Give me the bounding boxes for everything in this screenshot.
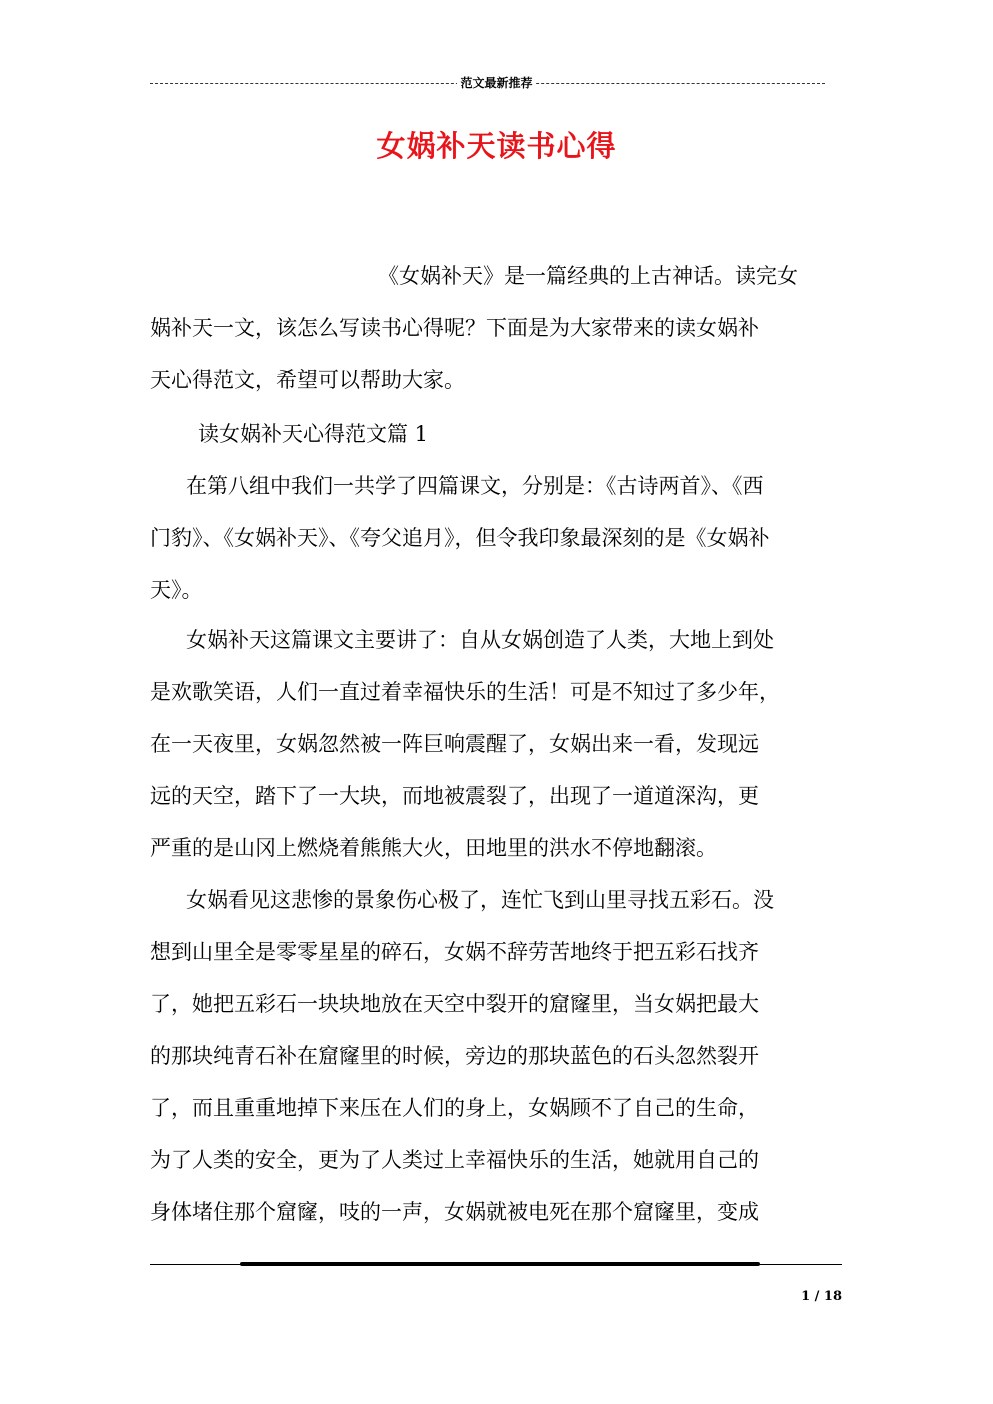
paragraph-2-line-4: 远的天空，踏下了一大块，而地被震裂了，出现了一道道深沟，更 (150, 784, 759, 808)
footer-rule-thick (240, 1262, 760, 1266)
header-label-text: 范文最新推荐 (457, 76, 535, 90)
paragraph-2-line-5: 严重的是山冈上燃烧着熊熊大火，田地里的洪水不停地翻滚。 (150, 836, 717, 860)
paragraph-3-line-5: 了，而且重重地掉下来压在人们的身上，女娲顾不了自己的生命， (150, 1096, 759, 1120)
paragraph-2-line-1: 女娲补天这篇课文主要讲了：自从女娲创造了人类，大地上到处 (186, 628, 774, 652)
paragraph-3-line-3: 了，她把五彩石一块块地放在天空中裂开的窟窿里，当女娲把最大 (150, 992, 759, 1016)
paragraph-3 (150, 874, 840, 1238)
paragraph-3-line-6: 为了人类的安全，更为了人类过上幸福快乐的生活，她就用自己的 (150, 1148, 759, 1172)
intro-line-2: 娲补天一文，该怎么写读书心得呢？下面是为大家带来的读女娲补 (150, 316, 759, 340)
intro-line-3: 天心得范文，希望可以帮助大家。 (150, 368, 465, 392)
paragraph-3-line-1: 女娲看见这悲惨的景象伤心极了，连忙飞到山里寻找五彩石。没 (186, 888, 774, 912)
page-number: 1 / 18 (801, 1289, 842, 1304)
paragraph-1-line-2: 门豹》、《女娲补天》、《夸父追月》，但令我印象最深刻的是《女娲补 (150, 526, 770, 550)
intro-paragraph (150, 250, 840, 406)
paragraph-1 (150, 460, 840, 616)
paragraph-3-line-7: 身体堵住那个窟窿，吱的一声，女娲就被电死在那个窟窿里，变成 (150, 1200, 759, 1224)
document-title: 女娲补天读书心得 (376, 129, 617, 163)
header-label (0, 74, 993, 92)
paragraph-1-line-3: 天》。 (150, 578, 203, 602)
paragraph-2 (150, 614, 840, 874)
paragraph-2-line-3: 在一天夜里，女娲忽然被一阵巨响震醒了，女娲出来一看，发现远 (150, 732, 759, 756)
paragraph-3-line-2: 想到山里全是零零星星的碎石，女娲不辞劳苦地终于把五彩石找齐 (150, 940, 759, 964)
intro-line-1: 《女娲补天》是一篇经典的上古神话。读完女 (378, 264, 798, 288)
paragraph-1-line-1: 在第八组中我们一共学了四篇课文，分别是：《古诗两首》、《西 (186, 474, 764, 498)
section-heading (150, 408, 840, 460)
paragraph-2-line-2: 是欢歌笑语，人们一直过着幸福快乐的生活！可是不知过了多少年， (150, 680, 780, 704)
section-heading-text: 读女娲补天心得范文篇 1 (198, 422, 429, 446)
paragraph-3-line-4: 的那块纯青石补在窟窿里的时候，旁边的那块蓝色的石头忽然裂开 (150, 1044, 759, 1068)
